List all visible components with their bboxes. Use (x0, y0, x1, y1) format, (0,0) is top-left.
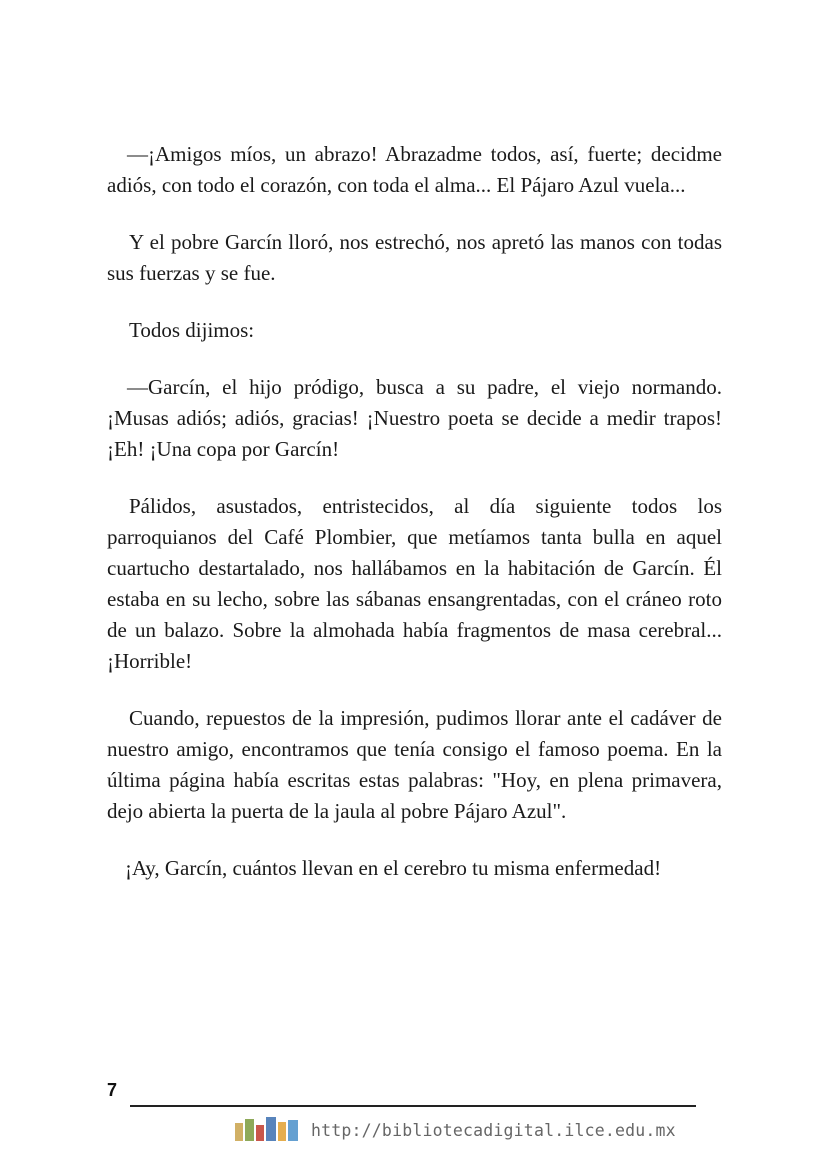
book-spine-3 (256, 1125, 264, 1141)
book-spine-5 (278, 1122, 286, 1141)
paragraph-prodigal-son: —Garcín, el hijo pródigo, busca a su padre, el viejo normando. ¡Musas adiós; adiós, gracias! ¡Nuestro poeta se decide a medir trapos! ¡Eh! ¡Una copa por Garcín! (107, 375, 722, 461)
book-spine-1 (235, 1123, 243, 1141)
paragraph-garcin-leaves: Y el pobre Garcín lloró, nos estrechó, nos apretó las manos con todas sus fuerzas y se fue. (107, 230, 722, 285)
book-spine-2 (245, 1119, 254, 1141)
paragraph-next-day: Pálidos, asustados, entristecidos, al día siguiente todos los parroquianos del Café Plombier, que metíamos tanta bulla en aquel cuartucho destartalado, nos hallábamos en la habitación de Garcín. Él estaba en su lecho, sobre las sábanas ensangrentadas, con el cráneo roto de un balazo. Sobre la almohada había fragmentos de masa cerebral... ¡Horrible! (107, 494, 722, 673)
footer-divider (130, 1105, 696, 1107)
book-spine-6 (288, 1120, 298, 1141)
footer-url-link[interactable]: http://bibliotecadigital.ilce.edu.mx (311, 1121, 676, 1140)
paragraph-all-said: Todos dijimos: (129, 318, 255, 342)
paragraph-poem-found: Cuando, repuestos de la impresión, pudimos llorar ante el cadáver de nuestro amigo, encontramos que tenía consigo el famoso poema. En la última página había escritas estas palabras: "Hoy, en plena primavera, dejo abierta la puerta de la jaula al pobre Pájaro Azul". (107, 706, 722, 823)
page-number: 7 (107, 1080, 118, 1100)
paragraph-closing: ¡Ay, Garcín, cuántos llevan en el cerebro tu misma enfermedad! (125, 856, 662, 880)
paragraph-farewell: —¡Amigos míos, un abrazo! Abrazadme todos, así, fuerte; decidme adiós, con todo el corazón, con toda el alma... El Pájaro Azul vuela... (107, 142, 722, 197)
page-body (107, 139, 722, 910)
book-spine-4 (266, 1117, 276, 1141)
books-logo-icon (235, 1117, 299, 1141)
